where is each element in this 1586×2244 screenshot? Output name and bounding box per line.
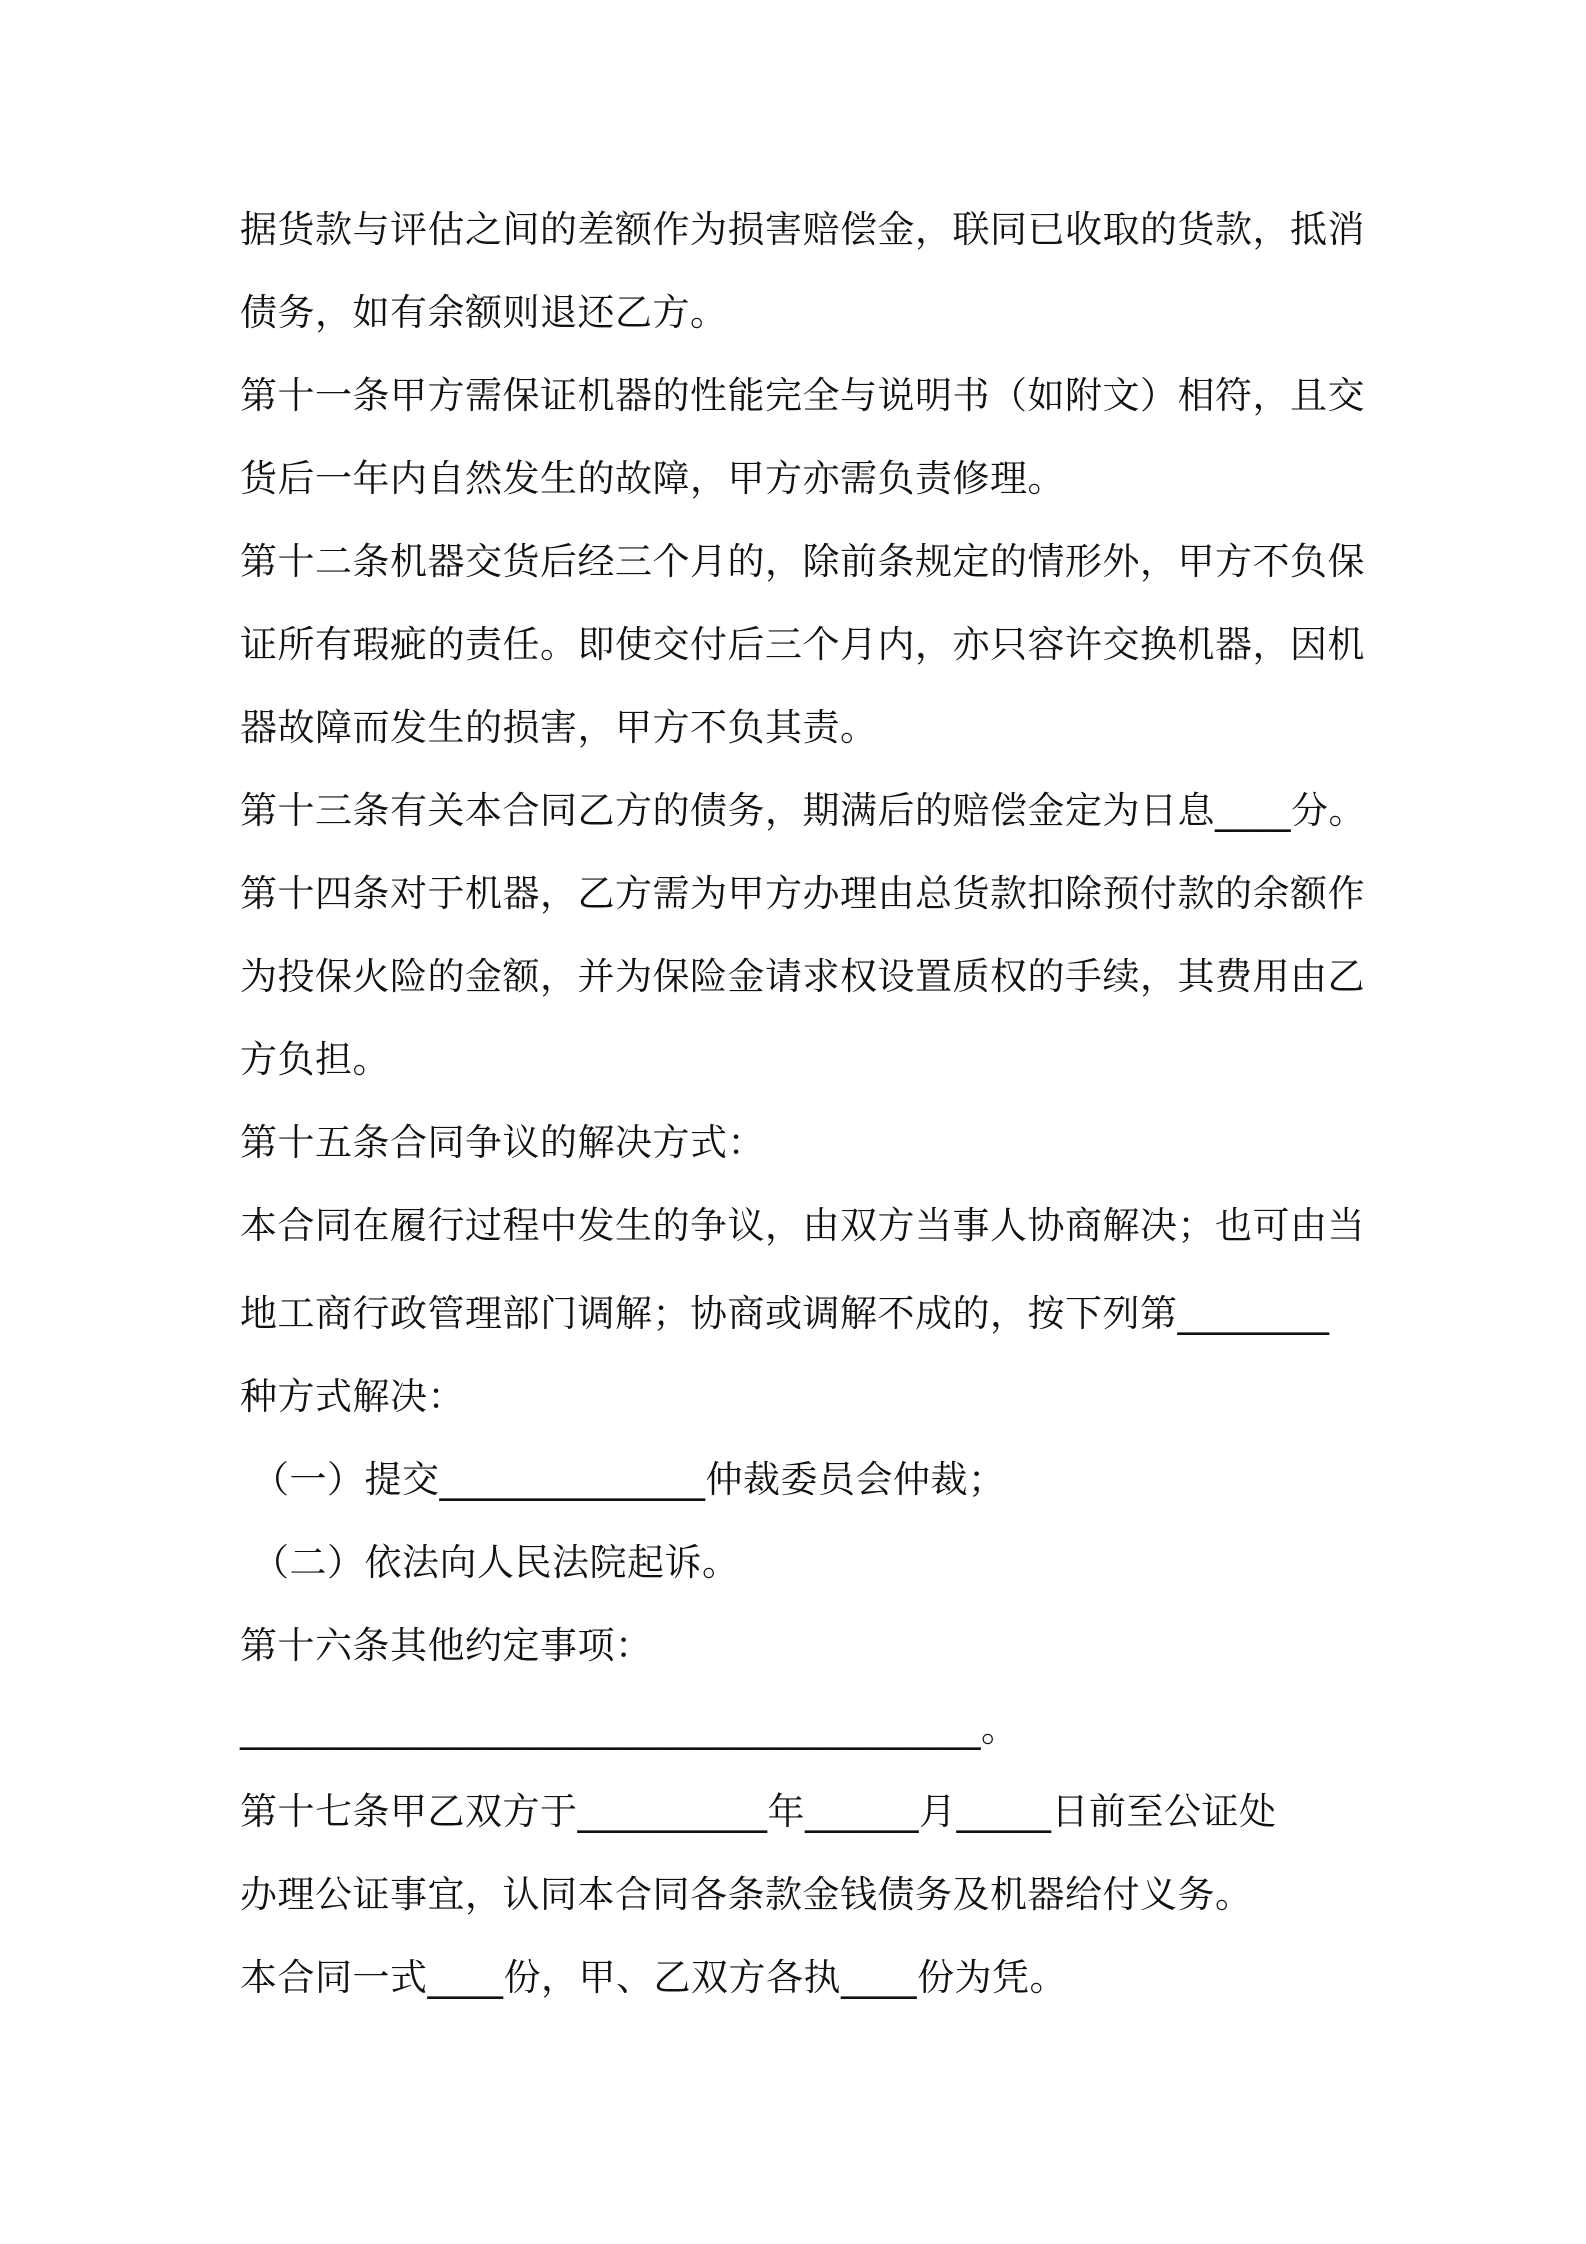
clause-14-line: 第十四条对于机器，乙方需为甲方办理由总货款扣除预付款的余额作 [240,872,1365,915]
clause-12-line: 第十二条机器交货后经三个月的，除前条规定的情形外，甲方不负保 [240,540,1365,583]
copies-line: 本合同一式____份，甲、乙双方各执____份为凭。 [240,1956,1067,1999]
paragraph-line: 据货款与评估之间的差额作为损害赔偿金，联同已收取的货款，抵消 [240,208,1365,251]
paragraph-line: 种方式解决： [240,1375,465,1418]
paragraph-line: 货后一年内自然发生的故障，甲方亦需负责修理。 [240,457,1065,500]
paragraph-line: 办理公证事宜，认同本合同各条款金钱债务及机器给付义务。 [240,1873,1253,1916]
paragraph-line: 地工商行政管理部门调解；协商或调解不成的，按下列第________ [240,1292,1330,1335]
paragraph-line: 证所有瑕疵的责任。即使交付后三个月内，亦只容许交换机器，因机 [240,623,1365,666]
paragraph-line: 器故障而发生的损害，甲方不负其责。 [240,706,878,749]
clause-13-line: 第十三条有关本合同乙方的债务，期满后的赔偿金定为日息____分。 [240,789,1366,832]
paragraph-line: 债务，如有余额则退还乙方。 [240,291,728,334]
clause-17-line: 第十七条甲乙双方于__________年______月_____日前至公证处 [240,1790,1277,1833]
paragraph-line: 本合同在履行过程中发生的争议，由双方当事人协商解决；也可由当 [240,1204,1365,1247]
clause-16-line: 第十六条其他约定事项： [240,1624,653,1667]
paragraph-line: 为投保火险的金额，并为保险金请求权设置质权的手续，其费用由乙 [240,955,1365,998]
blank-line: _______________________________________。 [240,1707,1019,1750]
paragraph-line: 方负担。 [240,1038,390,1081]
clause-15-line: 第十五条合同争议的解决方式： [240,1121,765,1164]
clause-11-line: 第十一条甲方需保证机器的性能完全与说明书（如附文）相符，且交 [240,374,1365,417]
option-arbitration-line: （一）提交______________仲裁委员会仲裁； [252,1458,1006,1501]
option-court-line: （二）依法向人民法院起诉。 [252,1541,740,1584]
